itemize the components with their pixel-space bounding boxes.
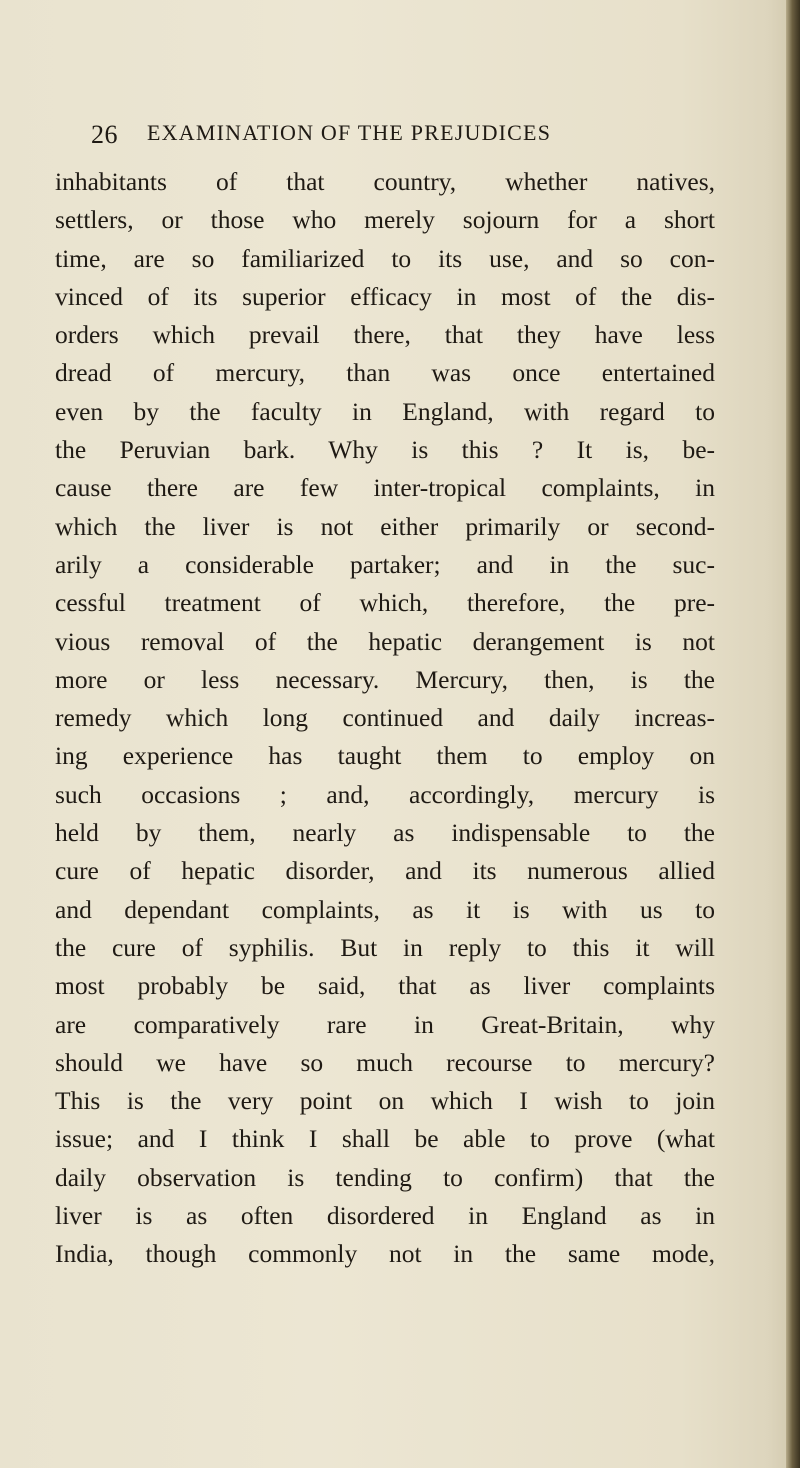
text-line: which the liver is not either primarily or second-: [55, 511, 715, 541]
text-line: cure of hepatic disorder, and its numerous allied: [55, 856, 715, 886]
text-line: issue; and I think I shall be able to prove (what: [55, 1124, 715, 1154]
text-line: cessful treatment of which, therefore, the pre-: [55, 588, 715, 618]
text-line: such occasions ; and, accordingly, mercury is: [55, 779, 715, 809]
text-line: inhabitants of that country, whether natives,: [55, 167, 715, 196]
text-line: India, though commonly not in the same mode,: [55, 1239, 715, 1269]
page-binding-edge: [786, 0, 800, 1468]
running-head: EXAMINATION OF THE PREJUDICES: [147, 120, 552, 145]
text-line: liver is as often disordered in England as in: [55, 1201, 715, 1231]
text-line: even by the faculty in England, with regard to: [55, 396, 715, 426]
text-line: should we have so much recourse to mercury?: [55, 1047, 715, 1077]
text-line: time, are so familiarized to its use, and so con-: [55, 243, 715, 273]
text-line: and dependant complaints, as it is with us to: [55, 894, 715, 924]
text-line: the cure of syphilis. But in reply to this it will: [55, 932, 715, 962]
text-line: arily a considerable partaker; and in the suc-: [55, 549, 715, 579]
text-line: dread of mercury, than was once entertained: [55, 358, 715, 388]
page-header: [91, 120, 711, 156]
text-line: settlers, or those who merely sojourn for a short: [55, 205, 715, 235]
text-line: held by them, nearly as indispensable to the: [55, 818, 715, 848]
text-line: This is the very point on which I wish to join: [55, 1086, 715, 1116]
page-number: 26: [91, 120, 118, 149]
text-line: are comparatively rare in Great-Britain, why: [55, 1009, 715, 1039]
text-line: daily observation is tending to confirm) that the: [55, 1162, 715, 1192]
text-line: ing experience has taught them to employ on: [55, 741, 715, 771]
text-line: remedy which long continued and daily increas-: [55, 703, 715, 733]
text-line: vious removal of the hepatic derangement is not: [55, 626, 715, 656]
text-line: most probably be said, that as liver complaints: [55, 971, 715, 1001]
text-line: the Peruvian bark. Why is this ? It is, be-: [55, 435, 715, 465]
text-line: orders which prevail there, that they have less: [55, 320, 715, 350]
text-line: cause there are few inter-tropical complaints, in: [55, 473, 715, 503]
body-text: [55, 163, 715, 1274]
text-line: vinced of its superior efficacy in most of the dis-: [55, 281, 715, 311]
text-line: more or less necessary. Mercury, then, is the: [55, 664, 715, 694]
